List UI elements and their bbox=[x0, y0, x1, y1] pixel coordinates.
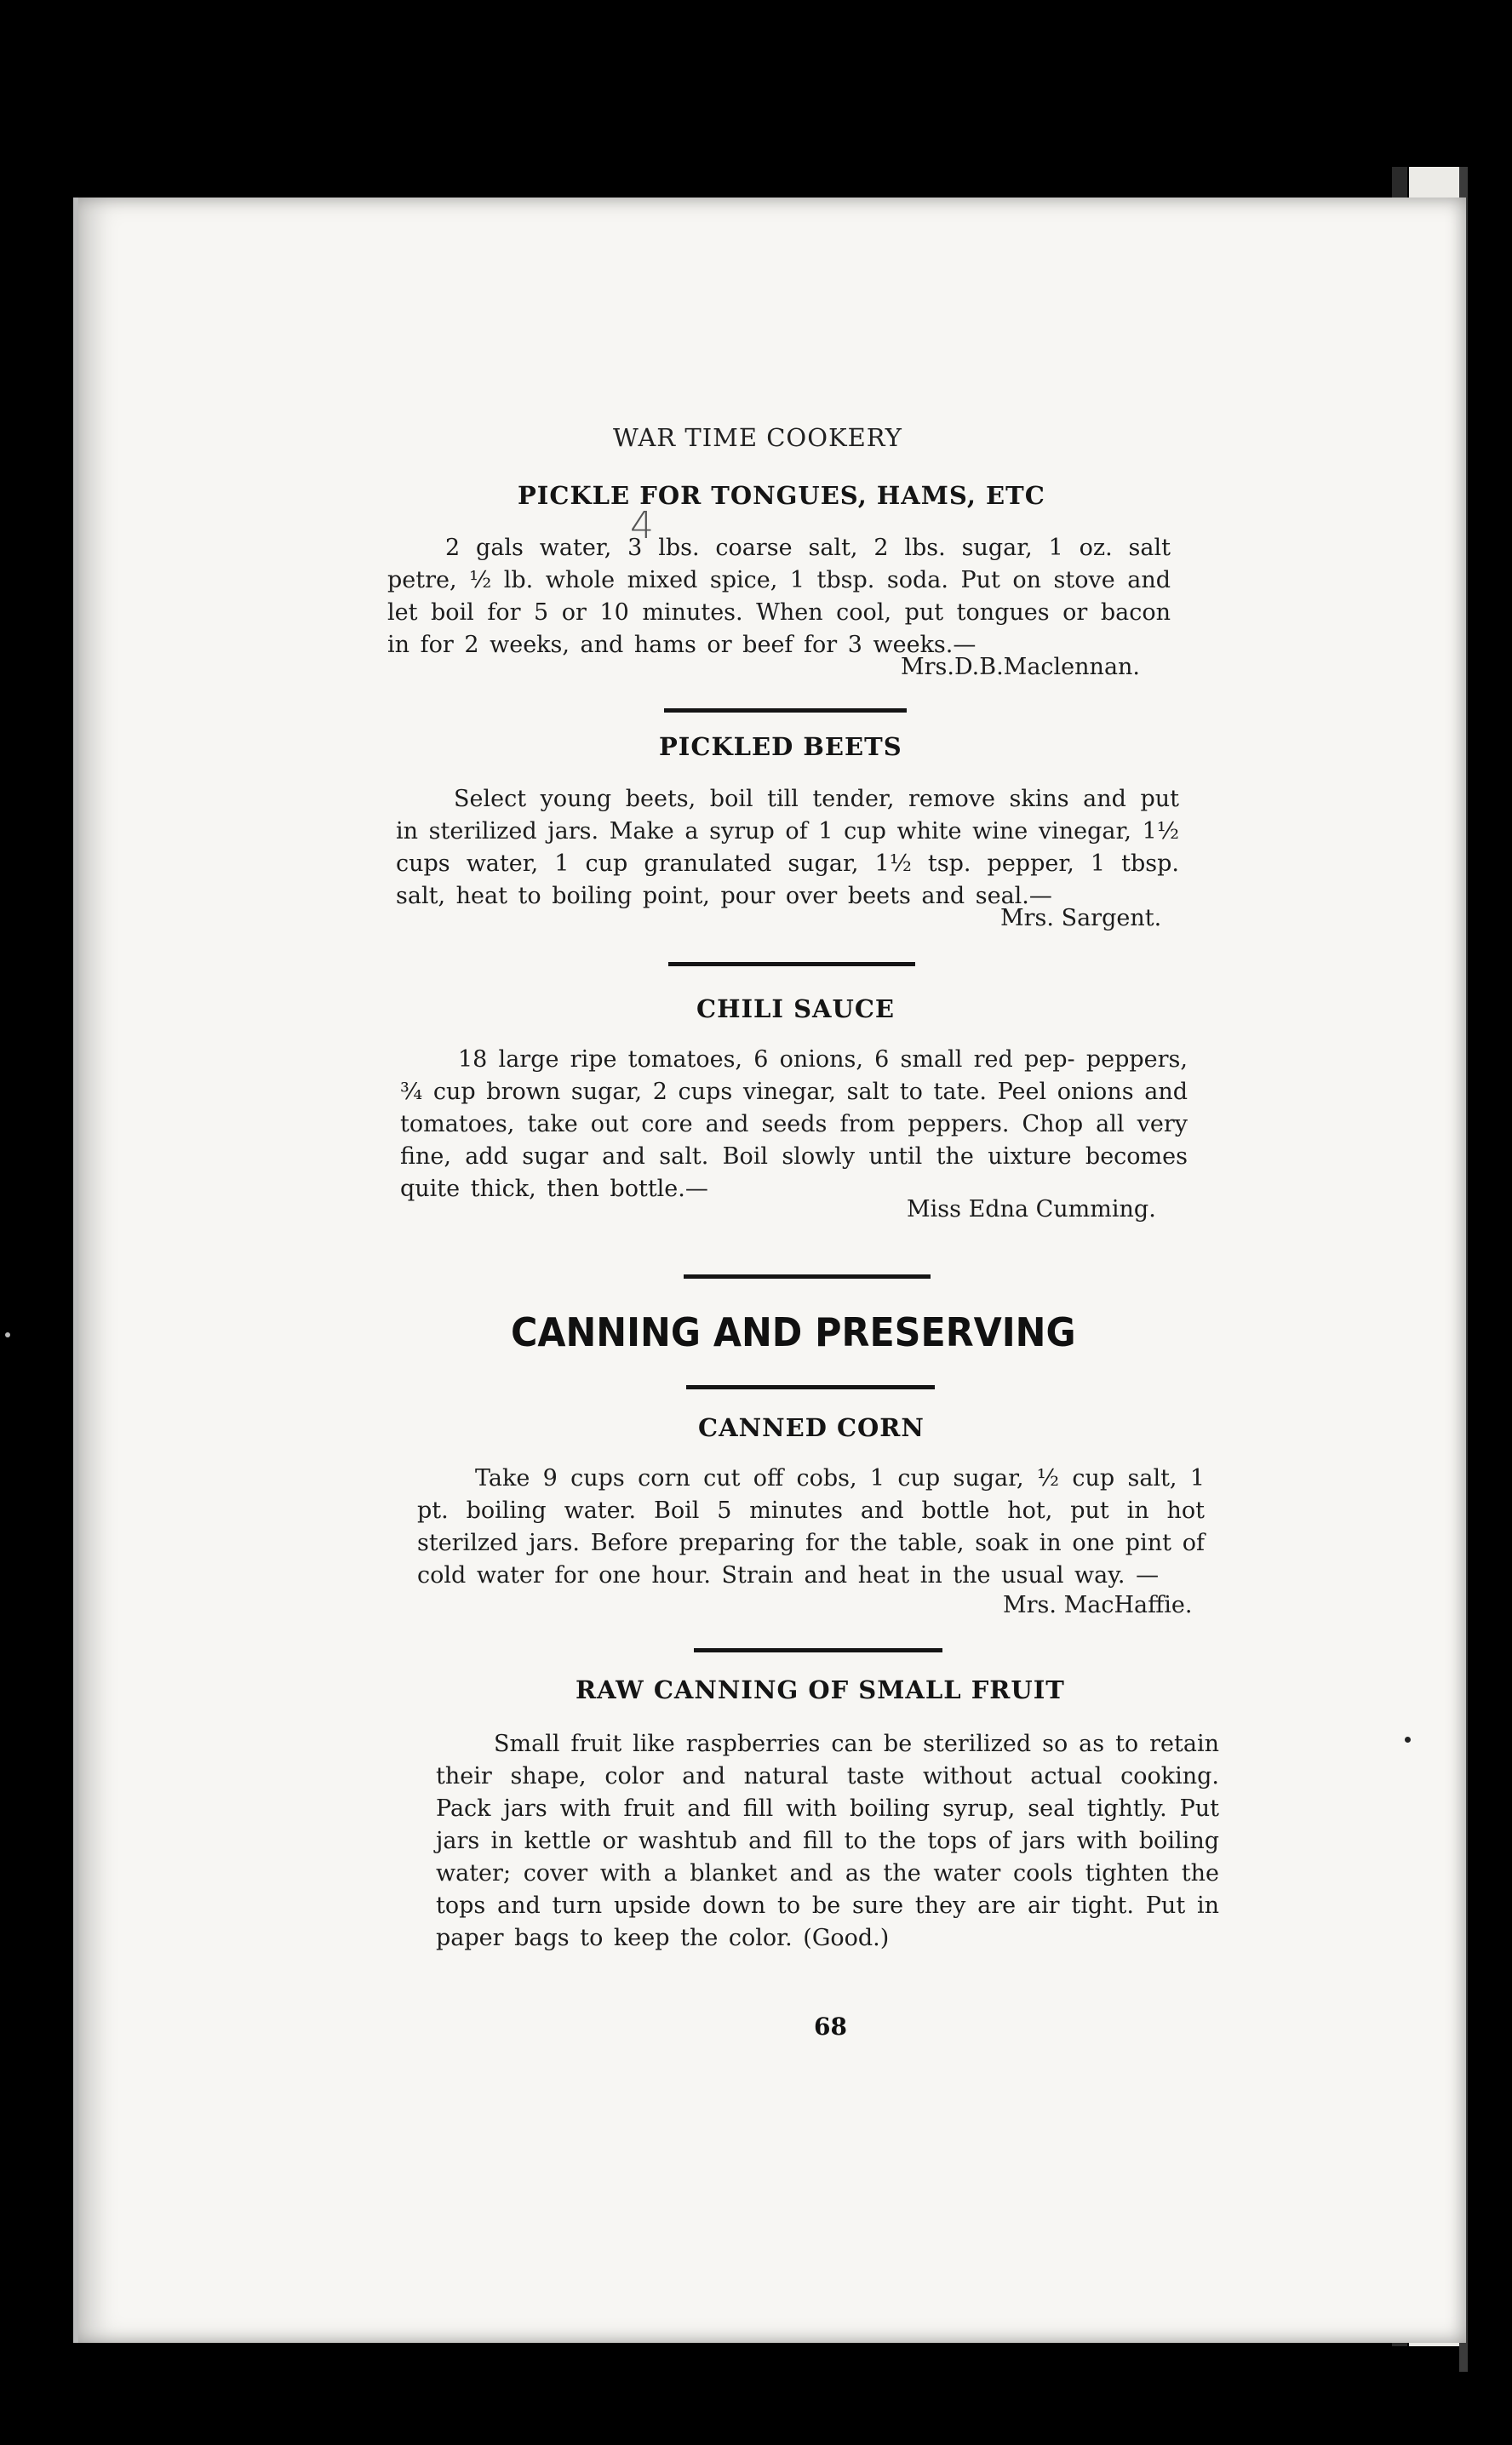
running-head: WAR TIME COOKERY bbox=[613, 423, 902, 452]
divider bbox=[686, 1385, 935, 1389]
divider bbox=[684, 1274, 931, 1279]
recipe-body: Select young beets, boil till tender, remove skins and put in sterilized jars. Make a syrup of 1 cup white wine vinegar, 1½ cups water, 1 cup granulated sugar, 1½ tsp. pepper, 1 tbsp. salt, heat to boiling point, pour over beets and seal.— bbox=[396, 786, 1179, 909]
recipe-title: RAW CANNING OF SMALL FRUIT bbox=[576, 1675, 1065, 1704]
recipe-body: Take 9 cups corn cut off cobs, 1 cup sugar, ½ cup salt, 1 pt. boiling water. Boil 5 minutes and bottle hot, put in hot sterilzed jars. Before preparing for the table, soak in one pint of cold water for one hour. Strain and heat in the usual way. — bbox=[417, 1465, 1205, 1589]
recipe-attribution: Mrs. MacHaffie. bbox=[1003, 1592, 1193, 1618]
section-title: CANNING AND PRESERVING bbox=[511, 1309, 1076, 1355]
recipe-title: CANNED CORN bbox=[698, 1413, 925, 1442]
divider bbox=[668, 962, 915, 966]
recipe-title: CHILI SAUCE bbox=[696, 994, 896, 1023]
page-number: 68 bbox=[814, 2013, 847, 2041]
recipe-body: Small fruit like raspberries can be sterilized so as to retain their shape, color and natural taste without actual cooking. Pack jars with fruit and fill with boiling syrup, seal tightly. Put jars in kettle or washtub and fill to the tops of jars with boiling water; cover with a blanket and as the water cools tighten the tops and turn upside down to be sure they are air tight. Put in paper bags to keep the color. (Good.) bbox=[436, 1731, 1219, 1951]
book-page bbox=[73, 198, 1466, 2343]
recipe-body: 2 gals water, 3 lbs. coarse salt, 2 lbs. sugar, 1 oz. salt petre, ½ lb. whole mixed spice, 1 tbsp. soda. Put on stove and let boil for 5 or 10 minutes. When cool, put tongues or bacon in for 2 weeks, and hams or beef for 3 weeks.— bbox=[387, 535, 1171, 658]
recipe-attribution: Mrs. Sargent. bbox=[1000, 905, 1162, 931]
recipe-attribution: Mrs.D.B.Maclennan. bbox=[901, 654, 1141, 680]
divider bbox=[694, 1648, 942, 1652]
recipe-title: PICKLE FOR TONGUES, HAMS, ETC bbox=[518, 481, 1045, 510]
recipe-title: PICKLED BEETS bbox=[659, 732, 902, 761]
recipe-body: 18 large ripe tomatoes, 6 onions, 6 small red pep- peppers, ¾ cup brown sugar, 2 cups vinegar, salt to tate. Peel onions and tomatoes, take out core and seeds from peppers. Chop all very fine, add sugar and salt. Boil slowly until the uixture becomes quite thick, then bottle.— bbox=[400, 1046, 1188, 1202]
divider bbox=[664, 708, 907, 713]
pencil-annotation: 4 bbox=[630, 504, 654, 547]
speck bbox=[1405, 1737, 1411, 1743]
speck bbox=[5, 1332, 10, 1337]
recipe-attribution: Miss Edna Cumming. bbox=[907, 1196, 1156, 1222]
